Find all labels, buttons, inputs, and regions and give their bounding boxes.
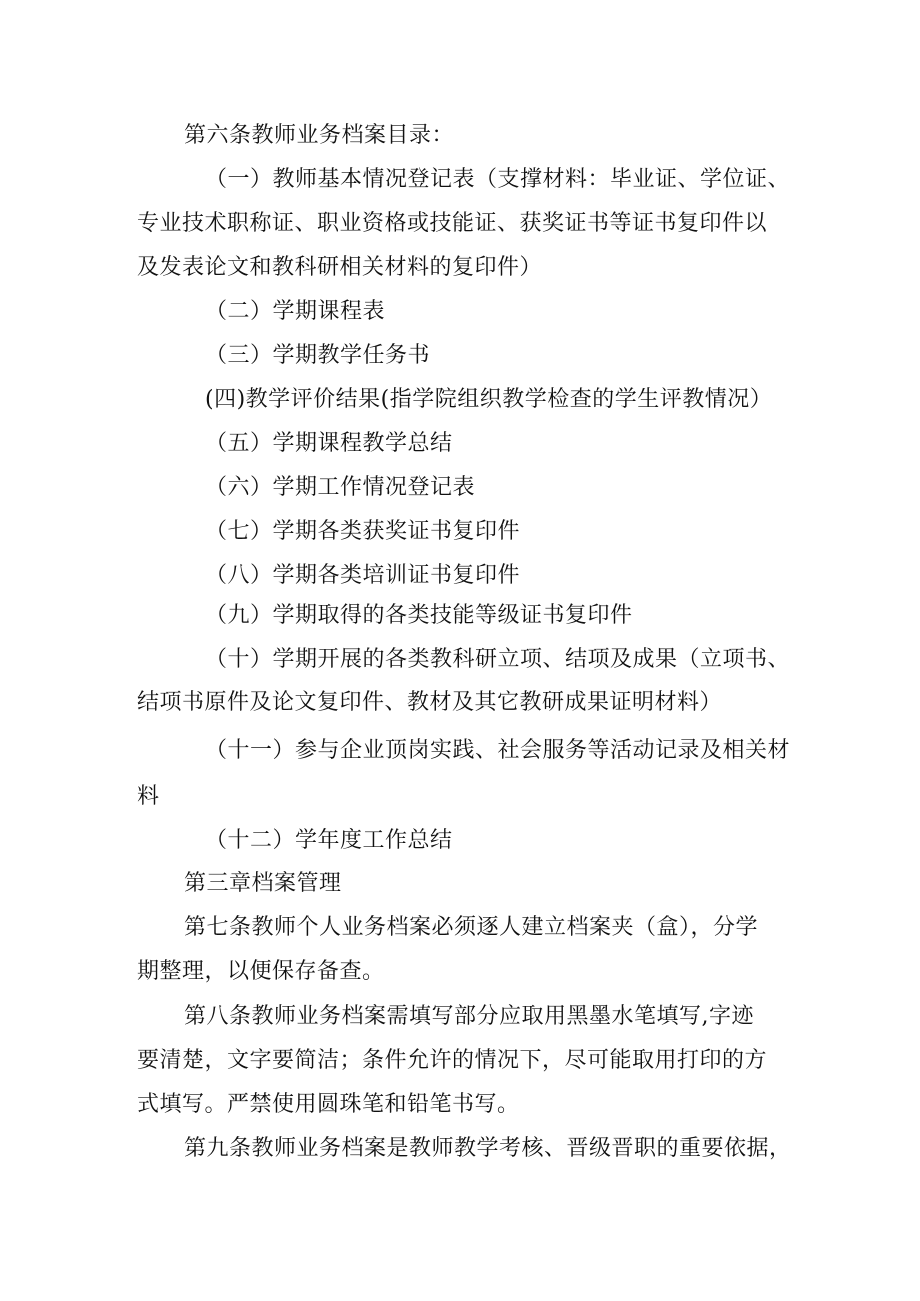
list-item-1-cont-2: 及发表论文和教科研相关材料的复印件）	[137, 255, 543, 280]
list-item-1: （一）教师基本情况登记表（支撑材料：毕业证、学位证、	[205, 167, 791, 192]
list-item-8: （八）学期各类培训证书复印件	[205, 563, 521, 588]
article-9-line-1: 第九条教师业务档案是教师教学考核、晋级晋职的重要依据，	[184, 1136, 792, 1161]
list-item-12: （十二）学年度工作总结	[205, 828, 453, 853]
article-8-line-1: 第八条教师业务档案需填写部分应取用黑墨水笔填写,字迹	[184, 1004, 754, 1029]
list-item-9: （九）学期取得的各类技能等级证书复印件	[205, 603, 633, 628]
list-item-10-cont: 结项书原件及论文复印件、教材及其它教研成果证明材料）	[137, 690, 723, 715]
article-8-line-2: 要清楚，文字要简洁；条件允许的情况下，尽可能取用打印的方	[137, 1048, 768, 1073]
list-item-1-cont-1: 专业技术职称证、职业资格或技能证、获奖证书等证书复印件以	[137, 211, 768, 236]
article-6-heading: 第六条教师业务档案目录：	[184, 123, 455, 148]
article-7-line-2: 期整理，以便保存备查。	[137, 959, 385, 984]
list-item-10: （十）学期开展的各类教科研立项、结项及成果（立项书、	[205, 647, 791, 672]
list-item-2: （二）学期课程表	[205, 299, 386, 324]
list-item-6: （六）学期工作情况登记表	[205, 475, 476, 500]
list-item-11-cont: 料	[137, 784, 160, 809]
article-8-line-3: 式填写。严禁使用圆珠笔和铅笔书写。	[137, 1092, 520, 1117]
list-item-3: （三）学期教学任务书	[205, 343, 431, 368]
list-item-11: （十一）参与企业顶岗实践、社会服务等活动记录及相关材	[205, 738, 791, 763]
list-item-5: （五）学期课程教学总结	[205, 431, 453, 456]
list-item-4: (四)教学评价结果(指学院组织教学检查的学生评教情况）	[205, 387, 773, 412]
article-7-line-1: 第七条教师个人业务档案必须逐人建立档案夹（盒），分学	[184, 915, 759, 940]
chapter-3-heading: 第三章档案管理	[184, 871, 342, 896]
list-item-7: （七）学期各类获奖证书复印件	[205, 519, 521, 544]
